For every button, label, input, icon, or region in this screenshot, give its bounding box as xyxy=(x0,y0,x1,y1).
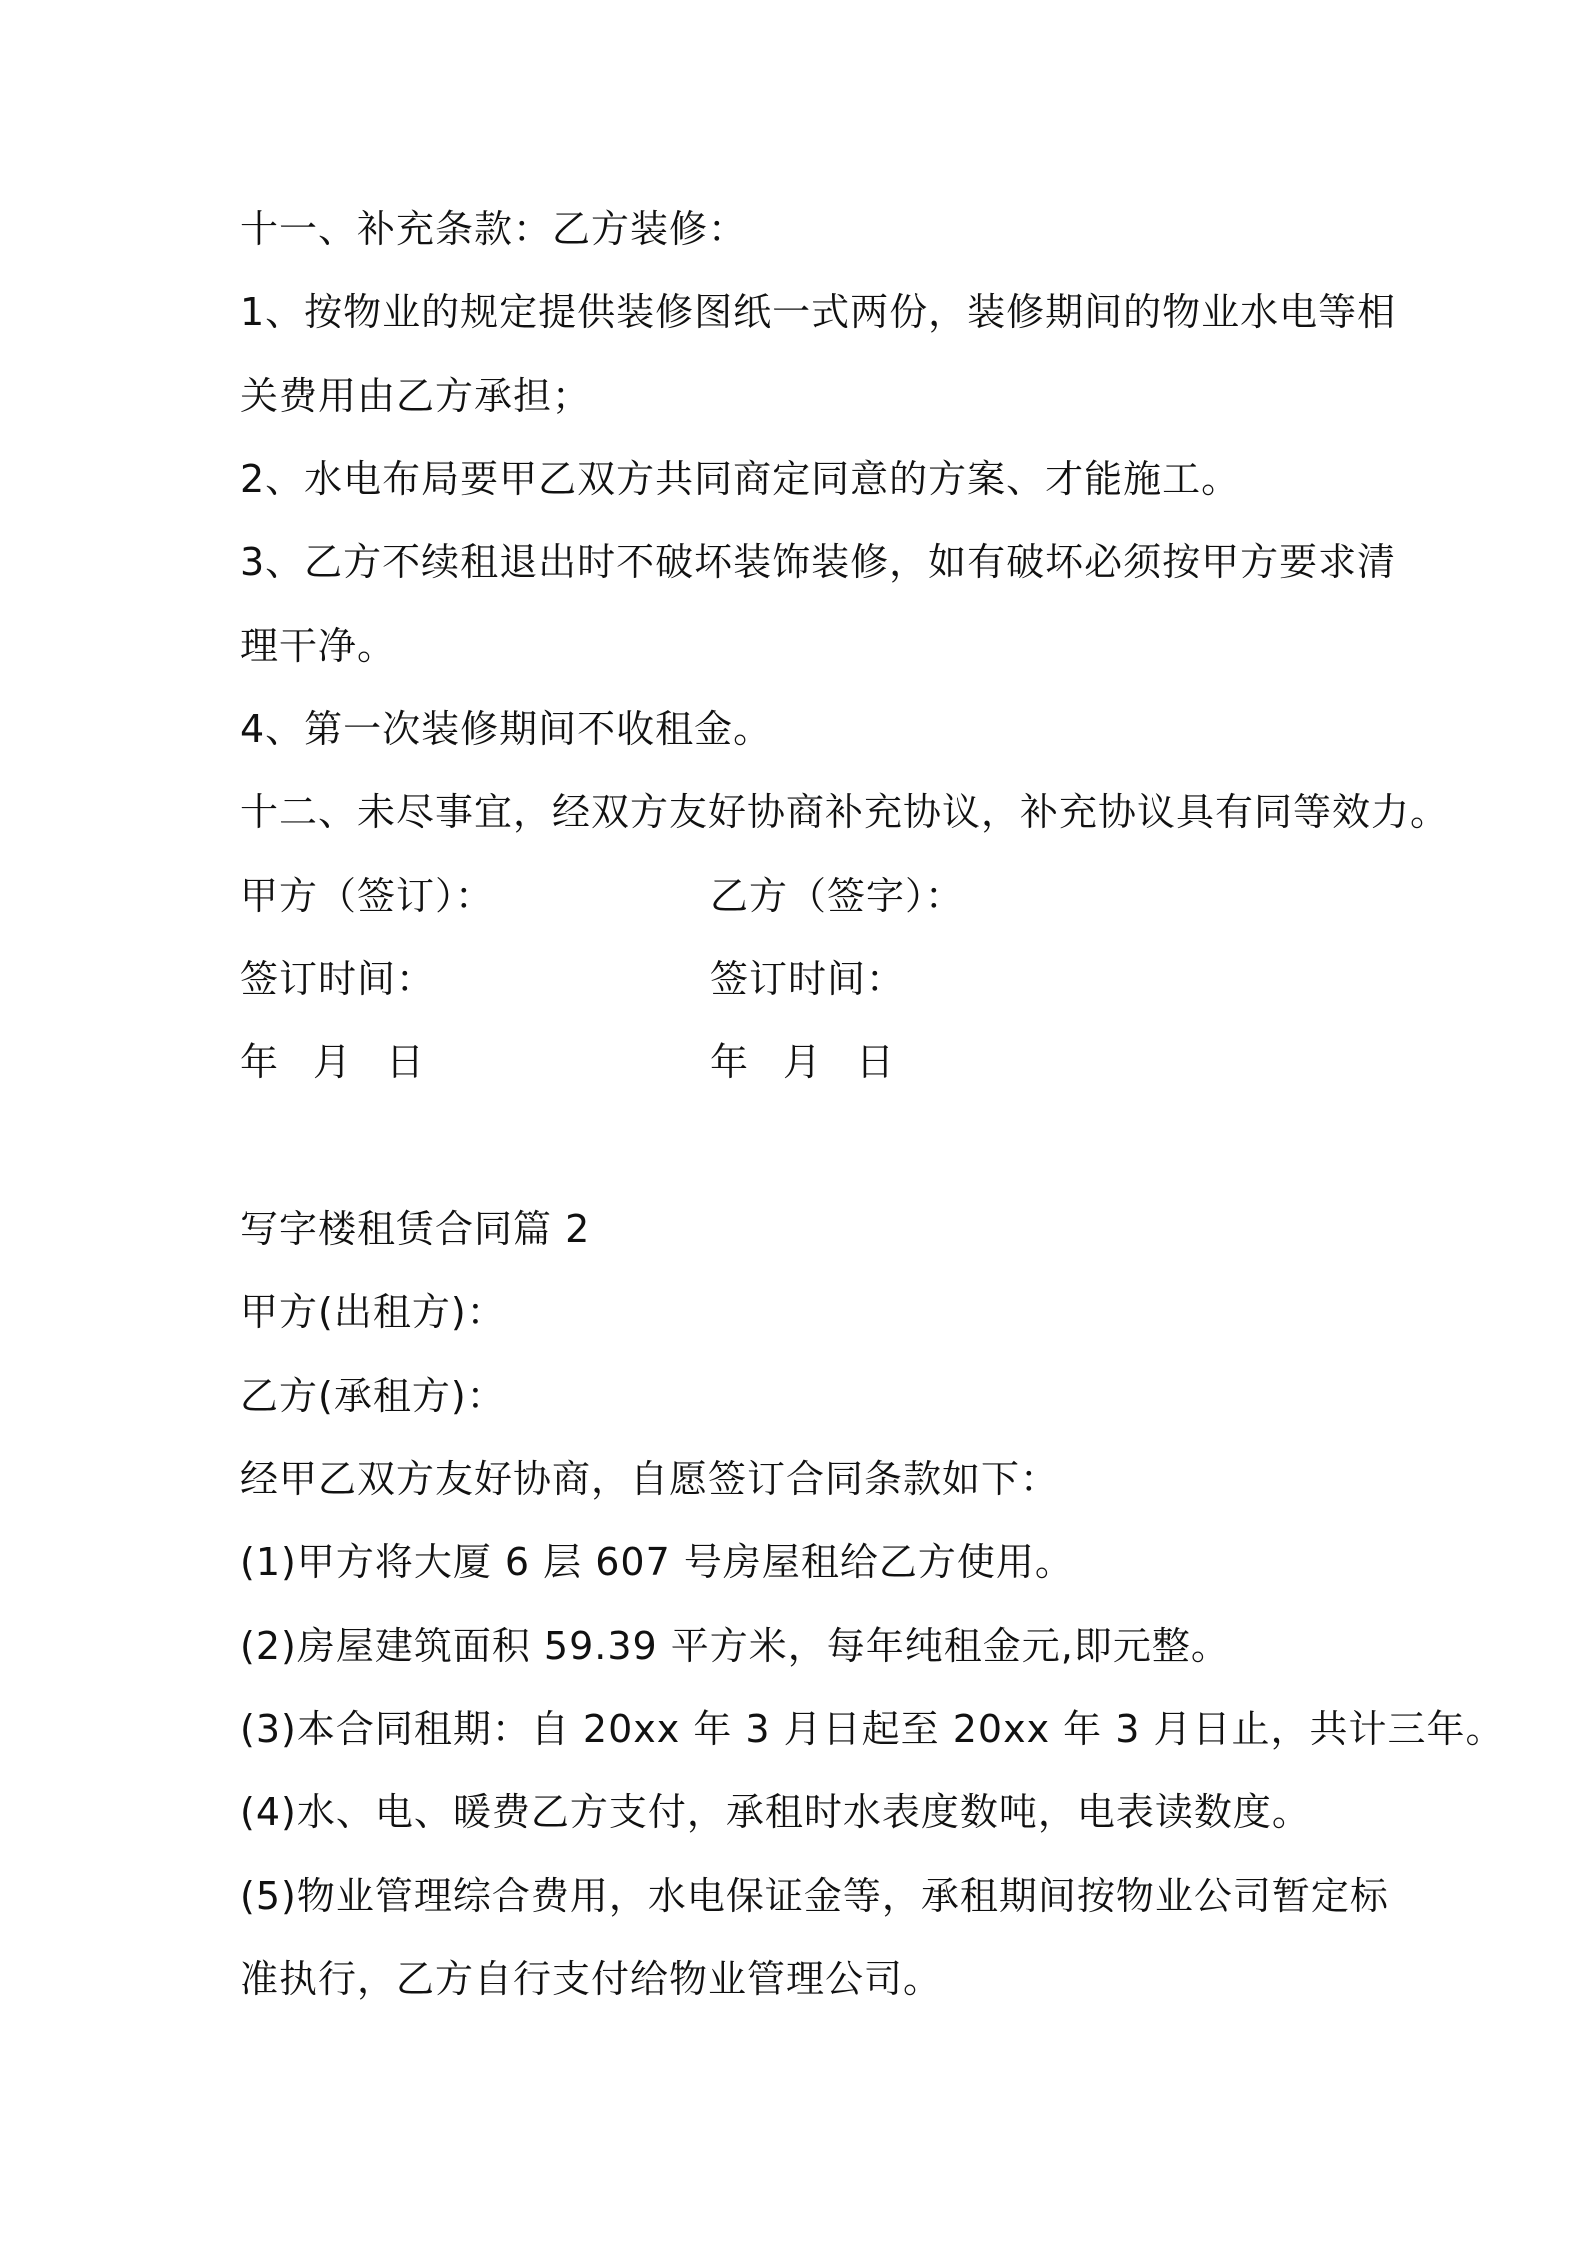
contract-2-intro: 经甲乙双方友好协商，自愿签订合同条款如下： xyxy=(240,1457,1060,1501)
contract-2-party-b: 乙方(承租方)： xyxy=(240,1374,506,1418)
clause-11-3-line1: 3、乙方不续租退出时不破坏装饰装修，如有破坏必须按甲方要求清 xyxy=(240,540,1397,584)
date-day: 日 xyxy=(856,1040,896,1084)
party-a-date xyxy=(240,1038,459,1086)
party-a-sign-label: 甲方（签订）： xyxy=(240,874,495,918)
party-a-sign-time-label: 签订时间： xyxy=(240,957,436,1001)
contract-2-title: 写字楼租赁合同篇 2 xyxy=(240,1207,591,1251)
contract-2-clause-4: (4)水、电、暖费乙方支付，承租时水表度数吨，电表读数度。 xyxy=(240,1790,1311,1834)
party-b-sign-label: 乙方（签字）： xyxy=(710,874,965,918)
date-day: 日 xyxy=(386,1040,426,1084)
clause-11-1-line2: 关费用由乙方承担； xyxy=(240,374,592,418)
clause-11-1-line1: 1、按物业的规定提供装修图纸一式两份，装修期间的物业水电等相 xyxy=(240,290,1397,334)
clause-11-3-line2: 理干净。 xyxy=(240,624,397,668)
contract-2-party-a: 甲方(出租方)： xyxy=(240,1290,506,1334)
section-11-heading: 十一、补充条款：乙方装修： xyxy=(240,207,748,251)
contract-2-clause-3: (3)本合同租期：自 20xx 年 3 月日起至 20xx 年 3 月日止，共计三年。 xyxy=(240,1707,1505,1751)
clause-11-2: 2、水电布局要甲乙双方共同商定同意的方案、才能施工。 xyxy=(240,457,1241,501)
date-year: 年 xyxy=(240,1040,280,1084)
clause-11-4: 4、第一次装修期间不收租金。 xyxy=(240,707,773,751)
contract-2-clause-1: (1)甲方将大厦 6 层 607 号房屋租给乙方使用。 xyxy=(240,1540,1074,1584)
date-month: 月 xyxy=(783,1040,823,1084)
party-b-date xyxy=(710,1038,929,1086)
contract-2-clause-5-line2: 准执行，乙方自行支付给物业管理公司。 xyxy=(240,1957,943,2001)
contract-2-clause-5-line1: (5)物业管理综合费用，水电保证金等，承租期间按物业公司暂定标 xyxy=(240,1874,1389,1918)
party-b-sign-time-label: 签订时间： xyxy=(710,957,906,1001)
section-12-text: 十二、未尽事宜，经双方友好协商补充协议，补充协议具有同等效力。 xyxy=(240,790,1450,834)
date-month: 月 xyxy=(313,1040,353,1084)
contract-2-clause-2: (2)房屋建筑面积 59.39 平方米，每年纯租金元,即元整。 xyxy=(240,1624,1230,1668)
date-year: 年 xyxy=(710,1040,750,1084)
